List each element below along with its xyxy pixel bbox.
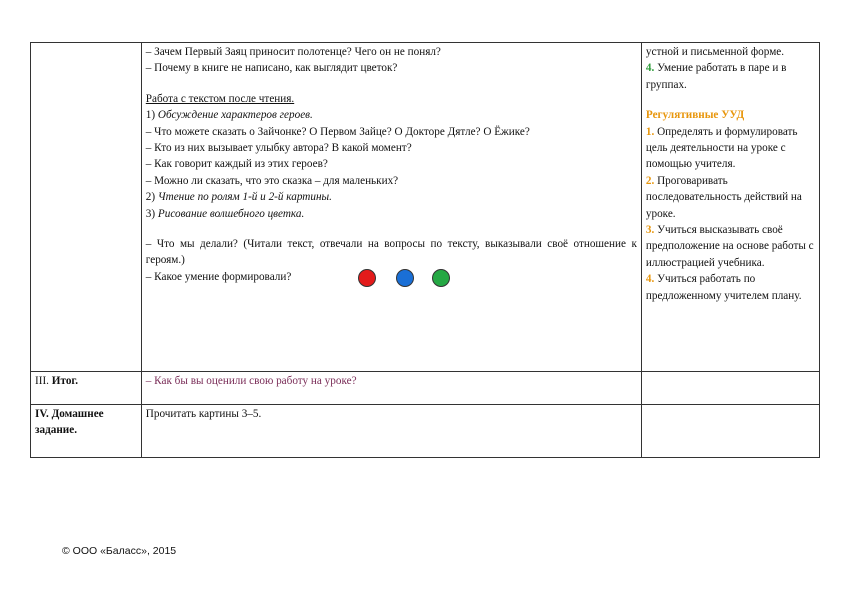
- question-text: – Можно ли сказать, что это сказка – для маленьких?: [145, 174, 399, 187]
- list-item: 2) Чтение по ролям 1-й и 2-й картины.: [145, 191, 332, 204]
- stage-cell: IV. Домашнее задание.: [31, 405, 142, 458]
- table-row: [31, 405, 820, 458]
- activity-cell: [141, 43, 641, 372]
- lesson-plan-table: [30, 42, 820, 458]
- question-text: – Какое умение формировали?: [145, 270, 292, 283]
- activity-cell: Прочитать картины 3–5.: [141, 405, 641, 458]
- uud-item: 1. Определять и формулировать цель деятельности на уроке с помощью учителя.: [645, 125, 798, 171]
- activity-cell: – Как бы вы оценили свою работу на уроке?: [141, 372, 641, 405]
- uud-section-title: Регулятивные УУД: [645, 109, 745, 122]
- question-text: – Кто из них вызывает улыбку автора? В какой момент?: [145, 142, 412, 155]
- section-heading: Работа с текстом после чтения.: [145, 92, 295, 105]
- copyright-footer: © ООО «Баласс», 2015: [62, 545, 177, 557]
- uud-text: устной и письменной форме.: [645, 46, 785, 58]
- question-text: – Почему в книге не написано, как выглядит цветок?: [145, 62, 398, 75]
- green-circle-icon: [432, 269, 450, 287]
- uud-cell: [641, 372, 819, 405]
- stage-cell: III. Итог.: [31, 372, 142, 405]
- question-text: – Зачем Первый Заяц приносит полотенце? Чего он не понял?: [145, 46, 441, 58]
- table-row: [31, 43, 820, 372]
- stage-cell: [31, 43, 142, 372]
- list-item: 3) Рисование волшебного цветка.: [145, 207, 305, 220]
- uud-item: 2. Проговаривать последовательность действий на уроке.: [645, 174, 802, 220]
- uud-item: 3. Учиться высказывать своё предположение на основе работы с иллюстрацией учебника.: [645, 224, 814, 269]
- uud-item: 4. Учиться работать по предложенному учителем плану.: [645, 273, 802, 302]
- table-row: [31, 372, 820, 405]
- question-text: – Что можете сказать о Зайчонке? О Первом Зайце? О Докторе Дятле? О Ёжике?: [145, 125, 530, 138]
- red-circle-icon: [358, 269, 376, 287]
- uud-cell: [641, 43, 819, 372]
- uud-cell: [641, 405, 819, 458]
- color-dots: [146, 285, 637, 303]
- blue-circle-icon: [396, 269, 414, 287]
- question-text: – Как говорит каждый из этих героев?: [145, 158, 328, 171]
- question-text: – Что мы делали? (Читали текст, отвечали на вопросы по тексту, выказывали своё отношение к героям.): [145, 238, 637, 267]
- list-item: 1) Обсуждение характеров героев.: [145, 109, 313, 122]
- uud-item: 4. Умение работать в паре и в группах.: [645, 62, 787, 91]
